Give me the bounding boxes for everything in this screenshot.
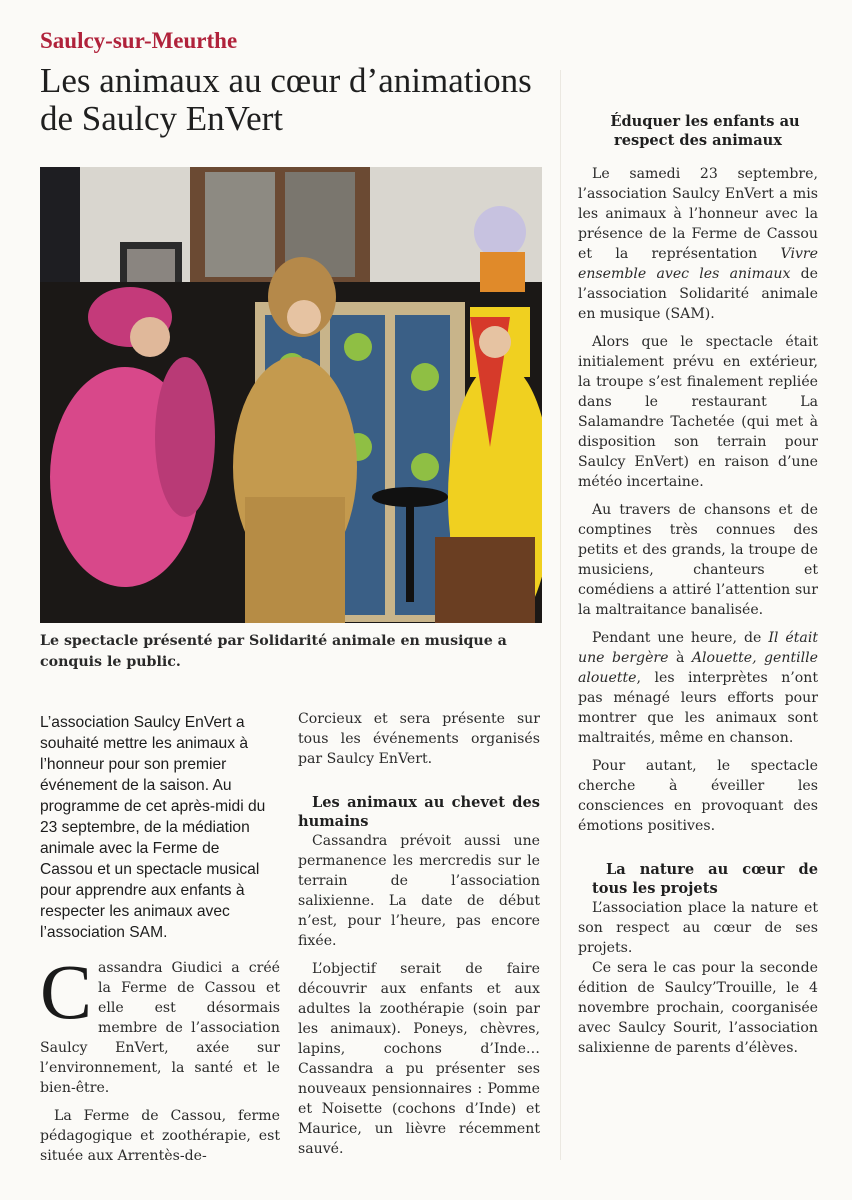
p1-text-b: de l’association Solidarité animale en musique (SAM). [578, 266, 819, 322]
location-kicker: Saulcy-sur-Meurthe [40, 28, 238, 53]
p1-show-title: Vivre ensemble avec les animaux [578, 246, 818, 282]
photo-illustration [40, 167, 542, 623]
paragraph-consciences: Pour autant, le spectacle cherche à éveiller les consciences en provoquant des émotions positives. [578, 758, 818, 834]
drop-cap: C [40, 948, 93, 1035]
paragraph-continued: Corcieux et sera présente sur tous les événements organisés par Saulcy EnVert. [298, 711, 540, 767]
paragraph-permanence: Cassandra prévoit aussi une permanence les mercredis sur le terrain de l’association salixienne. La date de début n’est, pour l’heure, pas encore fixée. [298, 833, 540, 949]
subhead-animaux-chevet: Les animaux au chevet des humains [298, 794, 540, 830]
subhead-nature: La nature au cœur de tous les projets [592, 861, 818, 897]
paragraph-saulcy-trouille: Ce sera le cas pour la seconde édition de Saulcy’Trouille, le 4 novembre prochain, coorganisée avec Saulcy Sourit, l’association salixienne de parents d’élèves. [578, 960, 818, 1056]
paragraph-meteo: Alors que le spectacle était initialement prévu en extérieur, la troupe s’est finalement repliée dans le restaurant La Salamandre Tachetée (qui met à disposition son terrain pour Saulcy EnVert) en raison d’une météo incertaine. [578, 334, 818, 490]
paragraph-nature: L’association place la nature et son respect au cœur de ses projets. [578, 900, 818, 956]
p4-song-1: Il était une bergère [578, 630, 818, 666]
column-divider [560, 70, 561, 1160]
photo-caption: Le spectacle présenté par Solidarité animale en musique a conquis le public. [40, 633, 507, 670]
paragraph-1 [40, 948, 280, 1098]
article-photo [40, 167, 542, 623]
p4-text-b: à [668, 650, 692, 666]
paragraph-2: La Ferme de Cassou, ferme pédagogique et zoothérapie, est située aux Arrentès-de- [40, 1108, 280, 1164]
p1-text-a: Le samedi 23 septembre, l’association Saulcy EnVert a mis les animaux à l’honneur avec la présence de la Ferme de Cassou et la représentation [578, 166, 818, 262]
p4-text-a: Pendant une heure, de [592, 630, 769, 646]
column-3 [578, 112, 818, 1058]
paragraph-heure [578, 628, 818, 748]
paragraph-zootherapie: L’objectif serait de faire découvrir aux enfants et aux adultes la zoothérapie (soin par les animaux). Poneys, chèvres, lapins, cochons d’Inde… Cassandra a pu présenter ses nouveaux pensionnaires : Pomme et Noisette (cochons d’Inde) et Maurice, un lièvre récemment sauvé. [298, 961, 540, 1157]
p4-text-c: , les interprètes n’ont pas ménagé leurs efforts pour montrer que les animaux sont maltraités, même en chanson. [578, 670, 818, 746]
subhead-eduquer: Éduquer les enfants au respect des animaux [610, 113, 800, 149]
column-1 [40, 948, 280, 1166]
p4-song-2: Alouette, gentille alouette [578, 650, 818, 686]
article-intro: L’association Saulcy EnVert a souhaité mettre les animaux à l’honneur pour son premier événement de la saison. Au programme de cet après-midi du 23 septembre, de la médiation animale avec la Ferme de Cassou et un spectacle musical pour apprendre aux enfants à respecter les animaux avec l’association SAM. [40, 714, 266, 941]
paragraph-chansons: Au travers de chansons et de comptines très connues des petits et des grands, la troupe de musiciens, chanteurs et comédiens a attiré l’attention sur la maltraitance banalisée. [578, 502, 818, 618]
paragraph-samedi [578, 164, 818, 324]
column-2 [298, 709, 540, 1159]
headline: Les animaux au cœur d’animations de Saulcy EnVert [40, 61, 532, 138]
paragraph-1-text: assandra Giudici a créé la Ferme de Cassou et elle est désormais membre de l’association Saulcy EnVert, axée sur l’environnement, la santé et le bien-être. [40, 960, 280, 1096]
